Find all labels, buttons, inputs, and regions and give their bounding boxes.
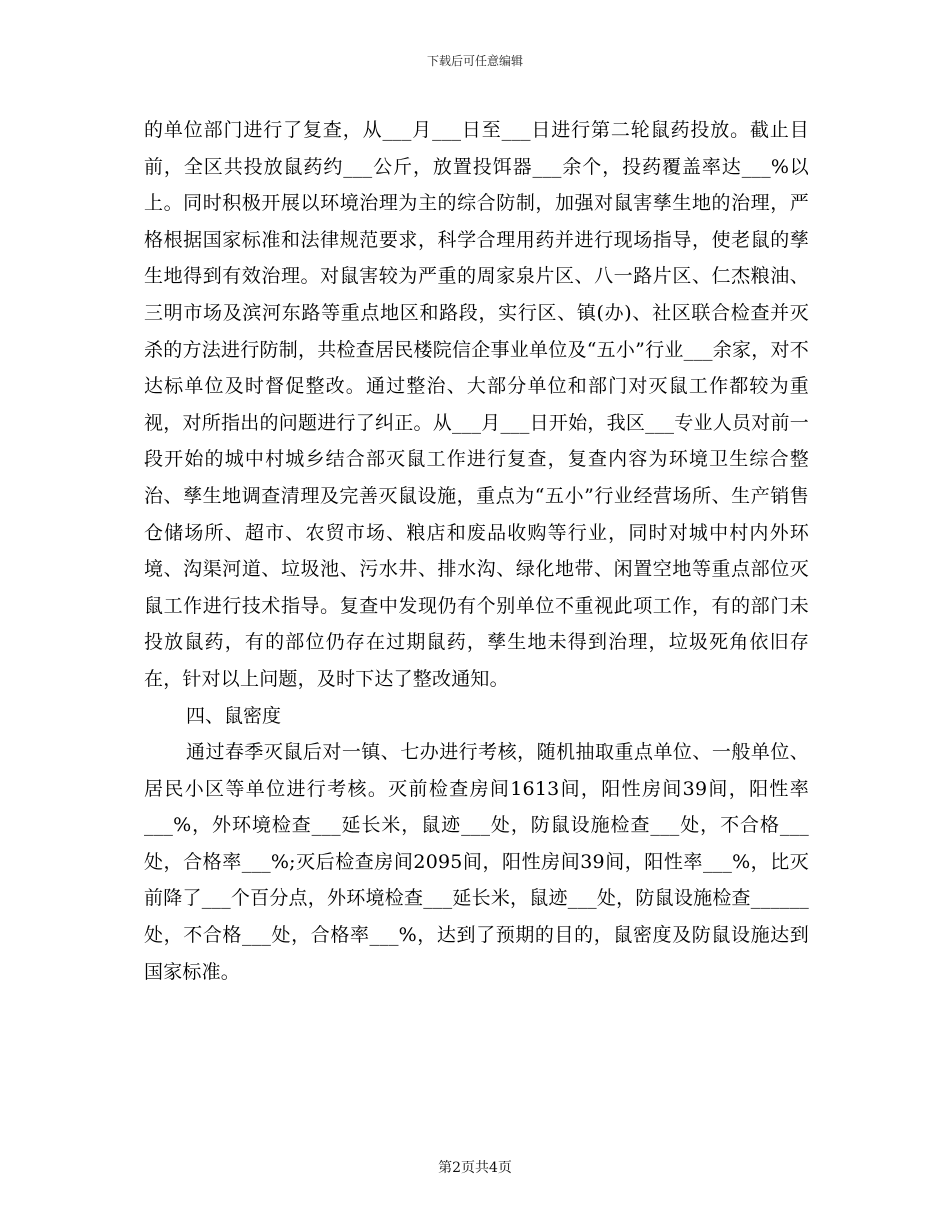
page-header: 下载后可任意编辑: [426, 54, 523, 68]
section-heading-rat-density: 四、鼠密度: [186, 704, 282, 727]
body-paragraph-rat-density: 通过春季灭鼠后对一镇、七办进行考核，随机抽取重点单位、一般单位、居民小区等单位进行考核。灭前检查房间1613间，阳性房间39间，阳性率___%，外环境检查___延长米，鼠迹___处，防鼠设施检查___处，不合格___处，合格率___%;灭后检查房间2095间，阳性房间39间，阳性率___%，比灭前降了___个百分点，外环境检查___延长米，鼠迹___处，防鼠设施检查______处，不合格___处，合格率___%，达到了预期的目的，鼠密度及防鼠设施达到国家标准。: [144, 741, 809, 983]
body-paragraph-continued: 的单位部门进行了复查，从___月___日至___日进行第二轮鼠药投放。截止目前，全区共投放鼠药约___公斤，放置投饵器___余个，投药覆盖率达___%以上。同时积极开展以环境治理为主的综合防制，加强对鼠害孳生地的治理，严格根据国家标准和法律规范要求，科学合理用药并进行现场指导，使老鼠的孳生地得到有效治理。对鼠害较为严重的周家泉片区、八一路片区、仁杰粮油、三明市场及滨河东路等重点地区和路段，实行区、镇(办)、社区联合检查并灭杀的方法进行防制，共检查居民楼院信企事业单位及“五小”行业___余家，对不达标单位及时督促整改。通过整治、大部分单位和部门对灭鼠工作都较为重视，对所指出的问题进行了纠正。从___月___日开始，我区___专业人员对前一段开始的城中村城乡结合部灭鼠工作进行复查，复查内容为环境卫生综合整治、孳生地调查清理及完善灭鼠设施，重点为“五小”行业经营场所、生产销售仓储场所、超市、农贸市场、粮店和废品收购等行业，同时对城中村内外环境、沟渠河道、垃圾池、污水井、排水沟、绿化地带、闲置空地等重点部位灭鼠工作进行技术指导。复查中发现仍有个别单位不重视此项工作，有的部门未投放鼠药，有的部位仍存在过期鼠药，孳生地未得到治理，垃圾死角依旧存在，针对以上问题，及时下达了整改通知。: [144, 119, 809, 690]
page-number: 第2页共4页: [438, 1160, 512, 1176]
document-body: [144, 112, 809, 990]
